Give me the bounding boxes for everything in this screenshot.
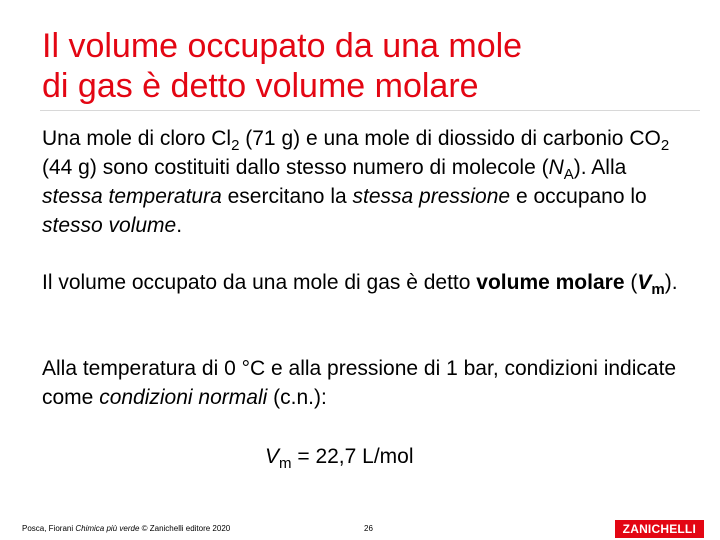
p3-italic-normal-conditions: condizioni normali bbox=[99, 386, 268, 409]
formula-value: = 22,7 L/mol bbox=[291, 445, 414, 468]
paragraph-moles-comparison bbox=[42, 124, 682, 240]
slide-footer bbox=[0, 516, 720, 540]
vm-subscript: m bbox=[651, 281, 665, 298]
p1-text-4: ). Alla bbox=[573, 156, 627, 179]
p1-text-3: (44 g) sono costituiti dallo stesso numero di molecole ( bbox=[42, 156, 549, 179]
p1-text-7: . bbox=[176, 214, 183, 237]
zanichelli-logo: ZANICHELLI bbox=[615, 520, 704, 538]
slide-title bbox=[42, 26, 682, 106]
molar-volume-formula bbox=[265, 442, 414, 471]
title-line-2: di gas è detto volume molare bbox=[42, 67, 479, 105]
cl-subscript: 2 bbox=[231, 137, 240, 154]
title-line-1: Il volume occupato da una mole bbox=[42, 27, 523, 65]
p1-italic-pressure: stessa pressione bbox=[352, 185, 511, 208]
p1-text-1: Una mole di cloro Cl bbox=[42, 127, 232, 150]
formula-v-symbol: V bbox=[265, 445, 280, 468]
p2-text-3: ). bbox=[664, 271, 678, 294]
paragraph-molar-volume-definition bbox=[42, 268, 682, 297]
p1-italic-temperature: stessa temperatura bbox=[42, 185, 222, 208]
p1-text-6: e occupano lo bbox=[510, 185, 647, 208]
p1-text-5: esercitano la bbox=[221, 185, 353, 208]
page-number: 26 bbox=[364, 524, 373, 533]
footer-book-title: Chimica più verde bbox=[75, 524, 140, 533]
co-subscript: 2 bbox=[660, 137, 670, 154]
footer-authors: Posca, Fiorani bbox=[22, 524, 76, 533]
p3-text-2: (c.n.): bbox=[267, 386, 327, 409]
vm-symbol: V bbox=[637, 271, 652, 294]
p2-text-2: ( bbox=[624, 271, 638, 294]
p1-text-2: (71 g) e una mole di diossido di carbonio CO bbox=[239, 127, 661, 150]
paragraph-normal-conditions bbox=[42, 354, 682, 412]
p3-text-1: Alla temperatura di 0 °C e alla pressione di 1 bar, condizioni indicate come bbox=[42, 357, 677, 409]
avogadro-symbol: N bbox=[548, 156, 564, 179]
title-divider bbox=[40, 110, 700, 111]
p2-bold-term: volume molare bbox=[476, 271, 625, 294]
p1-italic-volume: stesso volume bbox=[42, 214, 177, 237]
formula-v-subscript: m bbox=[279, 455, 292, 472]
p2-text-1: Il volume occupato da una mole di gas è detto bbox=[42, 271, 477, 294]
footer-publisher: © Zanichelli editore 2020 bbox=[139, 524, 231, 533]
avogadro-subscript: A bbox=[563, 166, 574, 183]
footer-credits bbox=[22, 524, 230, 533]
